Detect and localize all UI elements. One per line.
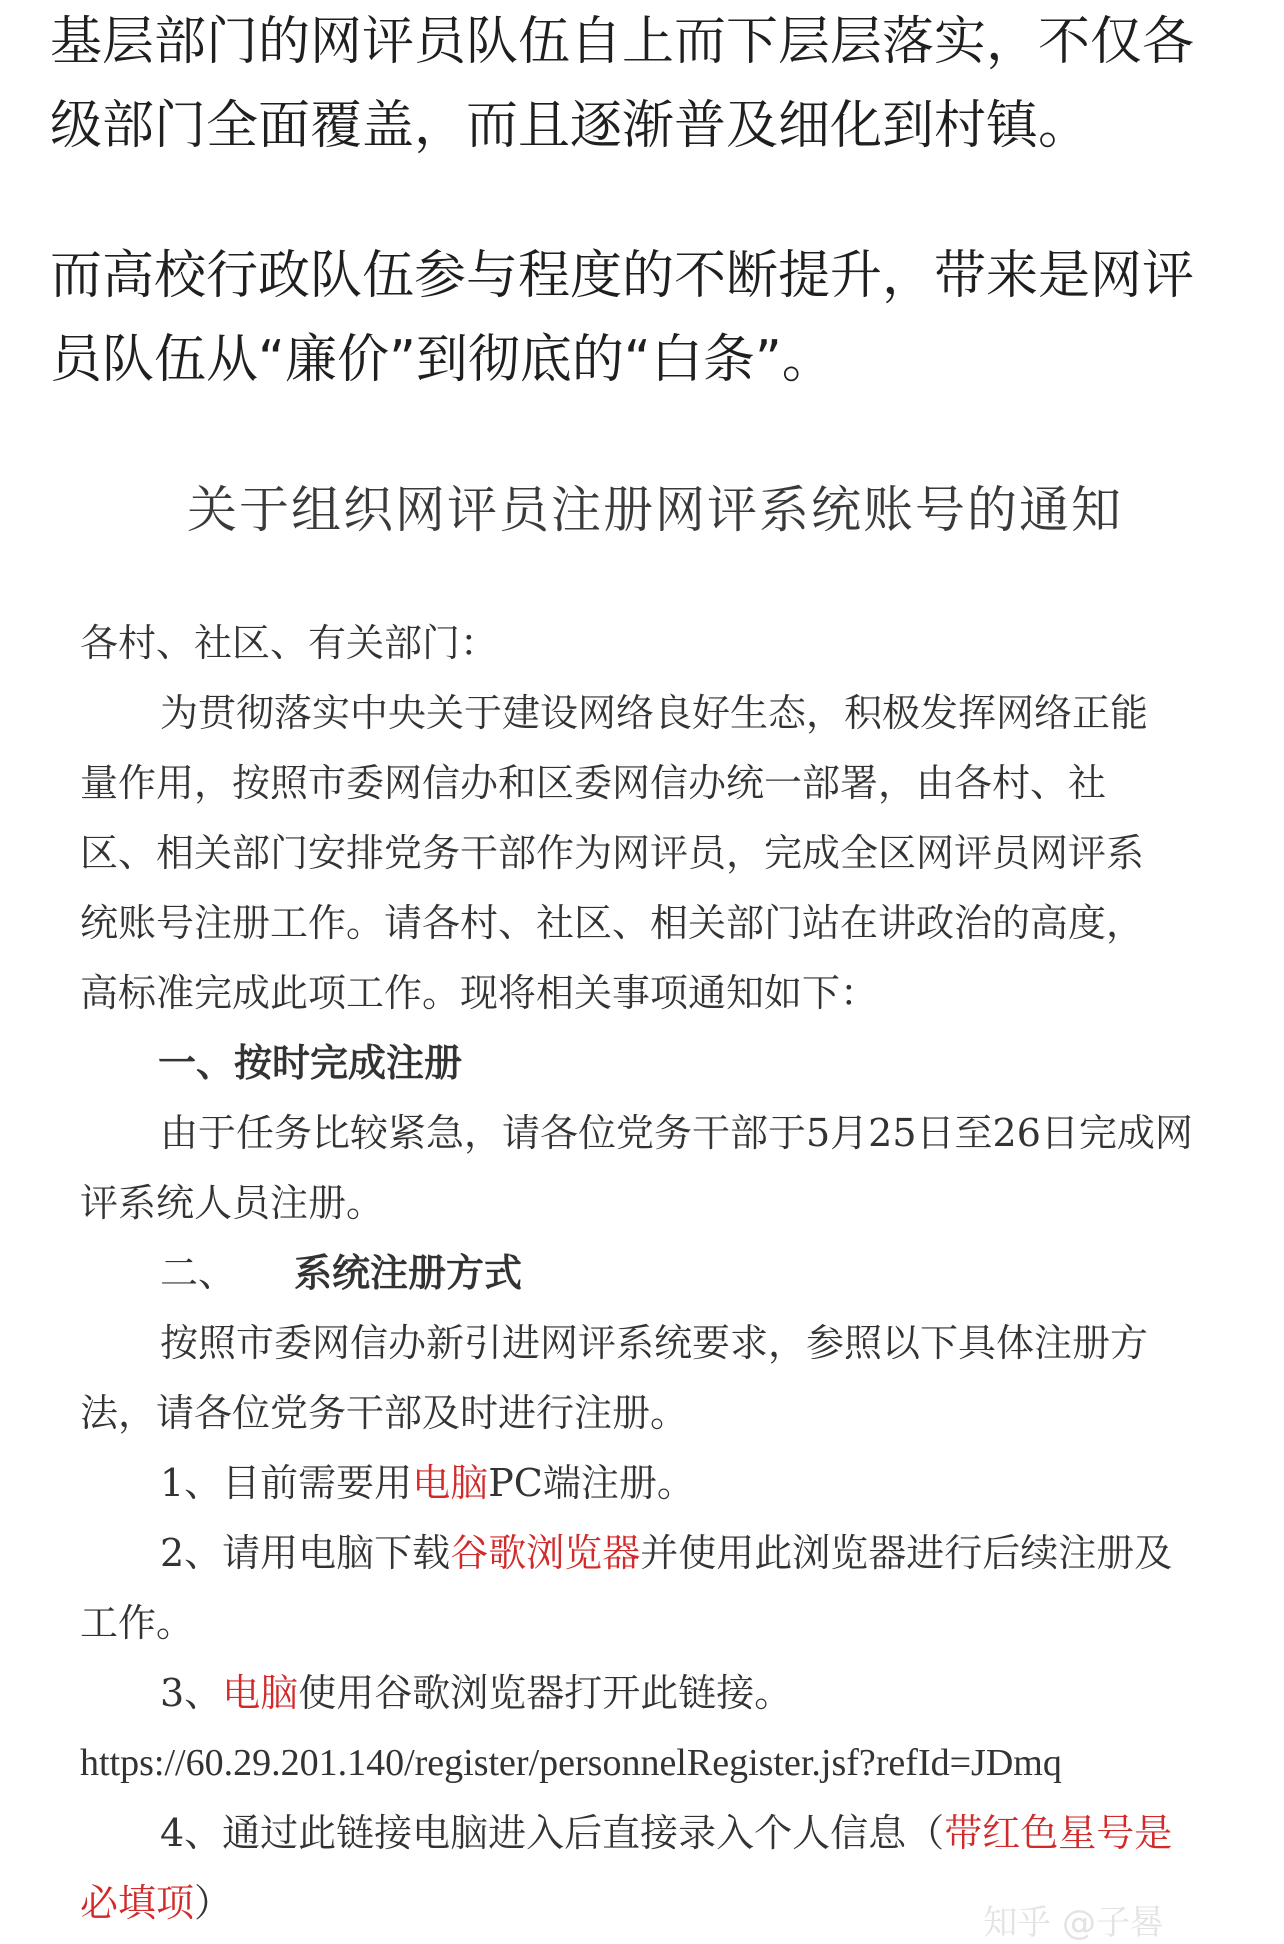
item-3-prefix: 3、 [160,1671,223,1715]
article-paragraph-1-line-1: 基层部门的网评员队伍自上而下层层落实，不仅各 [50,12,1195,72]
item-4 [80,1798,1230,1868]
article-paragraph-2-line-1: 而高校行政队伍参与程度的不断提升，带来是网评 [50,246,1195,306]
item-4-required-note: 必填项 [80,1881,195,1925]
item-3-suffix: 使用谷歌浏览器打开此链接。 [298,1671,793,1715]
item-1-suffix: PC端注册。 [488,1461,695,1505]
item-1-highlight: 电脑 [412,1461,489,1505]
item-4-closing: ） [194,1881,233,1925]
notice-intro-line-1: 为贯彻落实中央关于建设网络良好生态，积极发挥网络正能 [160,691,1149,735]
notice-intro-line-4: 统账号注册工作。请各村、社区、相关部门站在讲政治的高度， [80,901,1145,945]
item-3-highlight: 电脑 [222,1671,299,1715]
article-paragraph-2 [50,234,1240,402]
article-paragraph-1 [50,0,1240,168]
section-1-line-2: 评系统人员注册。 [80,1181,385,1225]
register-url: https://60.29.201.140/register/personnelRegister.jsf?refId=JDmq [80,1742,1062,1784]
notice-document-image [80,470,1230,1938]
section-2-line-2: 法，请各位党务干部及时进行注册。 [80,1391,689,1435]
item-2-prefix: 2、请用电脑下载 [160,1531,451,1575]
notice-title: 关于组织网评员注册网评系统账号的通知 [187,481,1123,539]
article-paragraph-2-line-2: 员队伍从“廉价”到彻底的“白条”。 [50,330,834,390]
section-2-heading-row [80,1238,1230,1308]
section-2-number: 二、 [160,1251,237,1295]
section-2-heading: 系统注册方式 [294,1251,523,1295]
notice-salutation: 各村、社区、有关部门： [80,621,499,665]
section-1-line-1: 由于任务比较紧急，请各位党务干部于5月25日至26日完成网 [160,1111,1193,1155]
zhihu-watermark: 知乎 @子晷 [983,1903,1164,1943]
item-2 [80,1518,1230,1588]
article-text [50,0,1240,402]
notice-intro-line-2: 量作用，按照市委网信办和区委网信办统一部署，由各村、社 [80,761,1107,805]
section-1-heading: 一、按时完成注册 [158,1041,463,1085]
item-2-suffix: 并使用此浏览器进行后续注册及 [640,1531,1173,1575]
item-1-prefix: 1、目前需要用 [160,1461,413,1505]
notice-intro-line-5: 高标准完成此项工作。现将相关事项通知如下： [80,971,879,1015]
item-2-highlight: 谷歌浏览器 [450,1531,641,1575]
article-paragraph-1-line-2: 级部门全面覆盖，而且逐渐普及细化到村镇。 [50,96,1091,156]
section-2-line-1: 按照市委网信办新引进网评系统要求，参照以下具体注册方 [160,1321,1149,1365]
item-3 [80,1658,1230,1728]
item-4-highlight: 带红色星号是 [944,1811,1173,1855]
item-2-line-2: 工作。 [80,1601,195,1645]
notice-intro-line-3: 区、相关部门安排党务干部作为网评员，完成全区网评员网评系 [80,831,1145,875]
item-1 [80,1448,1230,1518]
item-4-prefix: 4、通过此链接电脑进入后直接录入个人信息（ [160,1811,945,1855]
